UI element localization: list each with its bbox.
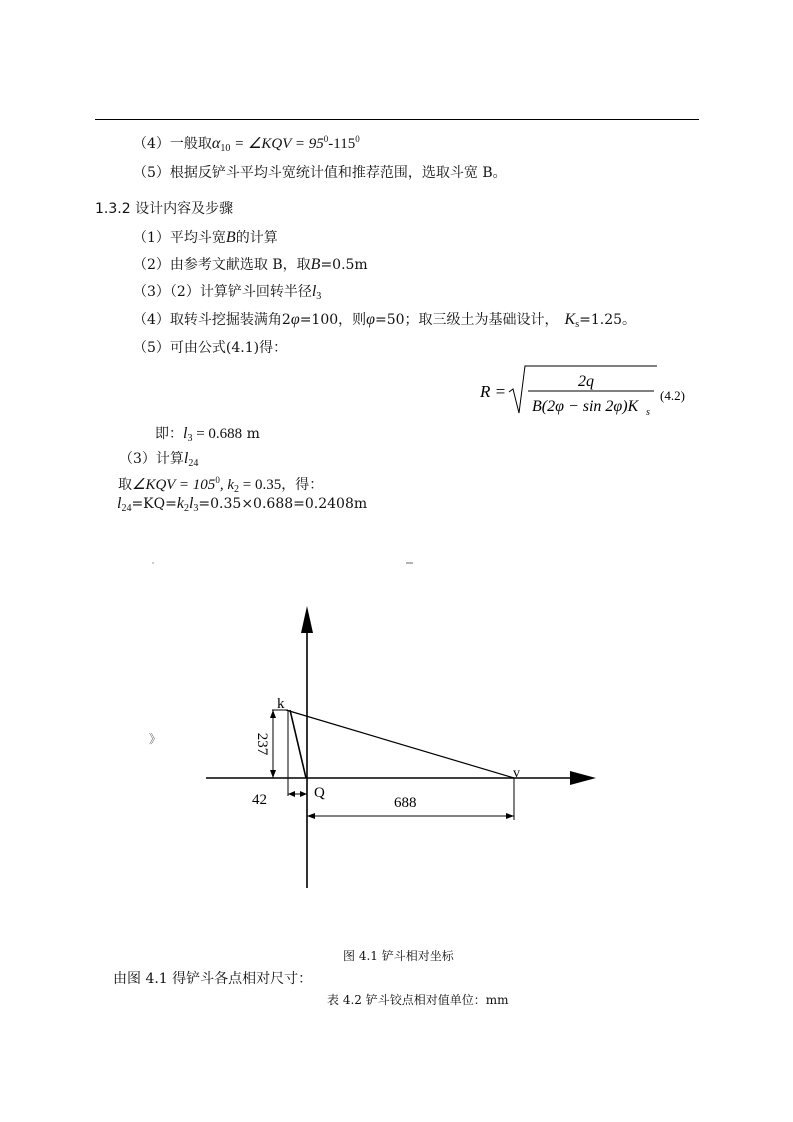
alpha-subscript: 10 — [220, 143, 231, 154]
step-4-text: =100，则 — [299, 312, 367, 328]
var-k-subscript: 2 — [183, 503, 189, 514]
line-k-q — [290, 710, 306, 778]
var-l: l — [311, 283, 317, 300]
result-value: = 0.688 — [192, 426, 243, 442]
var-l-subscript: 24 — [121, 503, 132, 514]
var-k-subscript: s — [575, 319, 580, 330]
result-prefix: 即： — [155, 426, 183, 442]
degree-mark: 0 — [215, 475, 220, 485]
var-l: l — [117, 495, 122, 512]
equation-mid: =KQ= — [131, 496, 177, 512]
k-value: = 0.35 — [238, 477, 282, 493]
var-k: k — [176, 495, 184, 512]
step-4-text: =50；取三级土为基础设计， — [375, 312, 559, 328]
step-3-text: （3）（2）计算铲斗回转半径 — [133, 284, 312, 300]
step-1-text-end: 的计算 — [235, 230, 278, 246]
step-4-text: =1.25。 — [579, 312, 637, 328]
var-phi: φ — [290, 311, 300, 328]
step-3 — [133, 283, 321, 306]
step-2-value: =0.5m — [320, 257, 368, 273]
equation-result: =0.35×0.688=0.2408m — [198, 496, 368, 512]
vertical-axis-arrow — [301, 606, 313, 633]
degree-mark: 0 — [323, 134, 329, 144]
dim-42-arrow-left — [288, 791, 295, 797]
var-k: K — [564, 311, 576, 328]
formula — [478, 362, 703, 424]
point-k-label: k — [277, 696, 285, 712]
stray-mark: 》 — [149, 732, 162, 746]
calc-equation — [117, 495, 367, 518]
alpha-symbol: α — [211, 135, 221, 152]
line-k-v — [286, 710, 514, 778]
formula-lhs: R = — [480, 382, 507, 401]
section-heading: 1.3.2 设计内容及步骤 — [95, 201, 234, 217]
point-q-label: Q — [314, 785, 325, 801]
dim-237-arrow-bottom — [270, 770, 276, 778]
calc-take-prefix: 取 — [118, 477, 132, 493]
bucket-coordinate-diagram — [0, 540, 793, 910]
var-k-subscript: 2 — [233, 484, 239, 495]
calc-take-suffix: ，得： — [281, 477, 324, 493]
degree-mark: 0 — [355, 134, 360, 144]
var-l-subscript: 3 — [193, 503, 199, 514]
result-unit: m — [242, 426, 260, 442]
angle-upper: -115 — [328, 136, 356, 152]
var-k: , k — [219, 477, 234, 493]
dim-688-label: 688 — [394, 795, 417, 811]
var-l: l — [183, 450, 189, 467]
dim-42-label: 42 — [252, 792, 267, 808]
var-l-subscript: 3 — [187, 433, 193, 444]
formula-denominator: B(2φ − sin 2φ)K — [532, 398, 639, 415]
dim-237-label: 237 — [254, 732, 270, 756]
item-5: （5）根据反铲斗平均斗宽统计值和推荐范围，选取斗宽 B。 — [133, 165, 507, 181]
step-1-text: （1）平均斗宽 — [133, 230, 226, 246]
step-4-text: （4）取转斗挖掘装满角2 — [133, 312, 291, 328]
formula-tag: (4.2) — [660, 388, 685, 403]
table-caption: 表 4.2 铲斗铰点相对值单位：mm — [327, 993, 509, 1007]
body-text: 由图 4.1 得铲斗各点相对尺寸： — [113, 971, 313, 987]
step-4 — [133, 311, 636, 334]
dim-42-arrow-right — [300, 791, 307, 797]
step-2-text: （2）由参考文献选取 B，取 — [133, 257, 311, 273]
angle-expression: ∠KQV = 105 — [132, 477, 216, 493]
calc-heading-text: （3）计算 — [119, 451, 184, 467]
var-b: B — [225, 229, 236, 246]
item-4-text: （4）一般取 — [133, 136, 212, 152]
horizontal-axis-arrow — [570, 771, 596, 785]
step-5: （5）可由公式(4.1)得： — [133, 340, 288, 356]
dim-237-arrow-top — [270, 710, 276, 718]
formula-denominator-subscript: s — [646, 407, 650, 418]
calc-heading — [119, 450, 198, 473]
var-b: B — [310, 256, 321, 273]
step-1 — [133, 229, 278, 247]
header-rule — [95, 119, 699, 120]
angle-expression: = ∠KQV = 95 — [230, 136, 324, 152]
step-2 — [133, 256, 368, 274]
var-phi: φ — [366, 311, 375, 328]
result-line — [155, 425, 260, 448]
dim-688-arrow-right — [506, 813, 514, 819]
var-l: l — [183, 425, 188, 442]
dim-688-arrow-left — [307, 813, 315, 819]
var-l-subscript: 3 — [316, 291, 322, 302]
item-4 — [133, 130, 360, 158]
formula-numerator: 2q — [578, 373, 594, 390]
var-l: l — [188, 495, 194, 512]
var-l-subscript: 24 — [188, 458, 199, 469]
figure-caption: 图 4.1 铲斗相对坐标 — [343, 949, 454, 963]
point-v-label: v — [513, 766, 520, 781]
